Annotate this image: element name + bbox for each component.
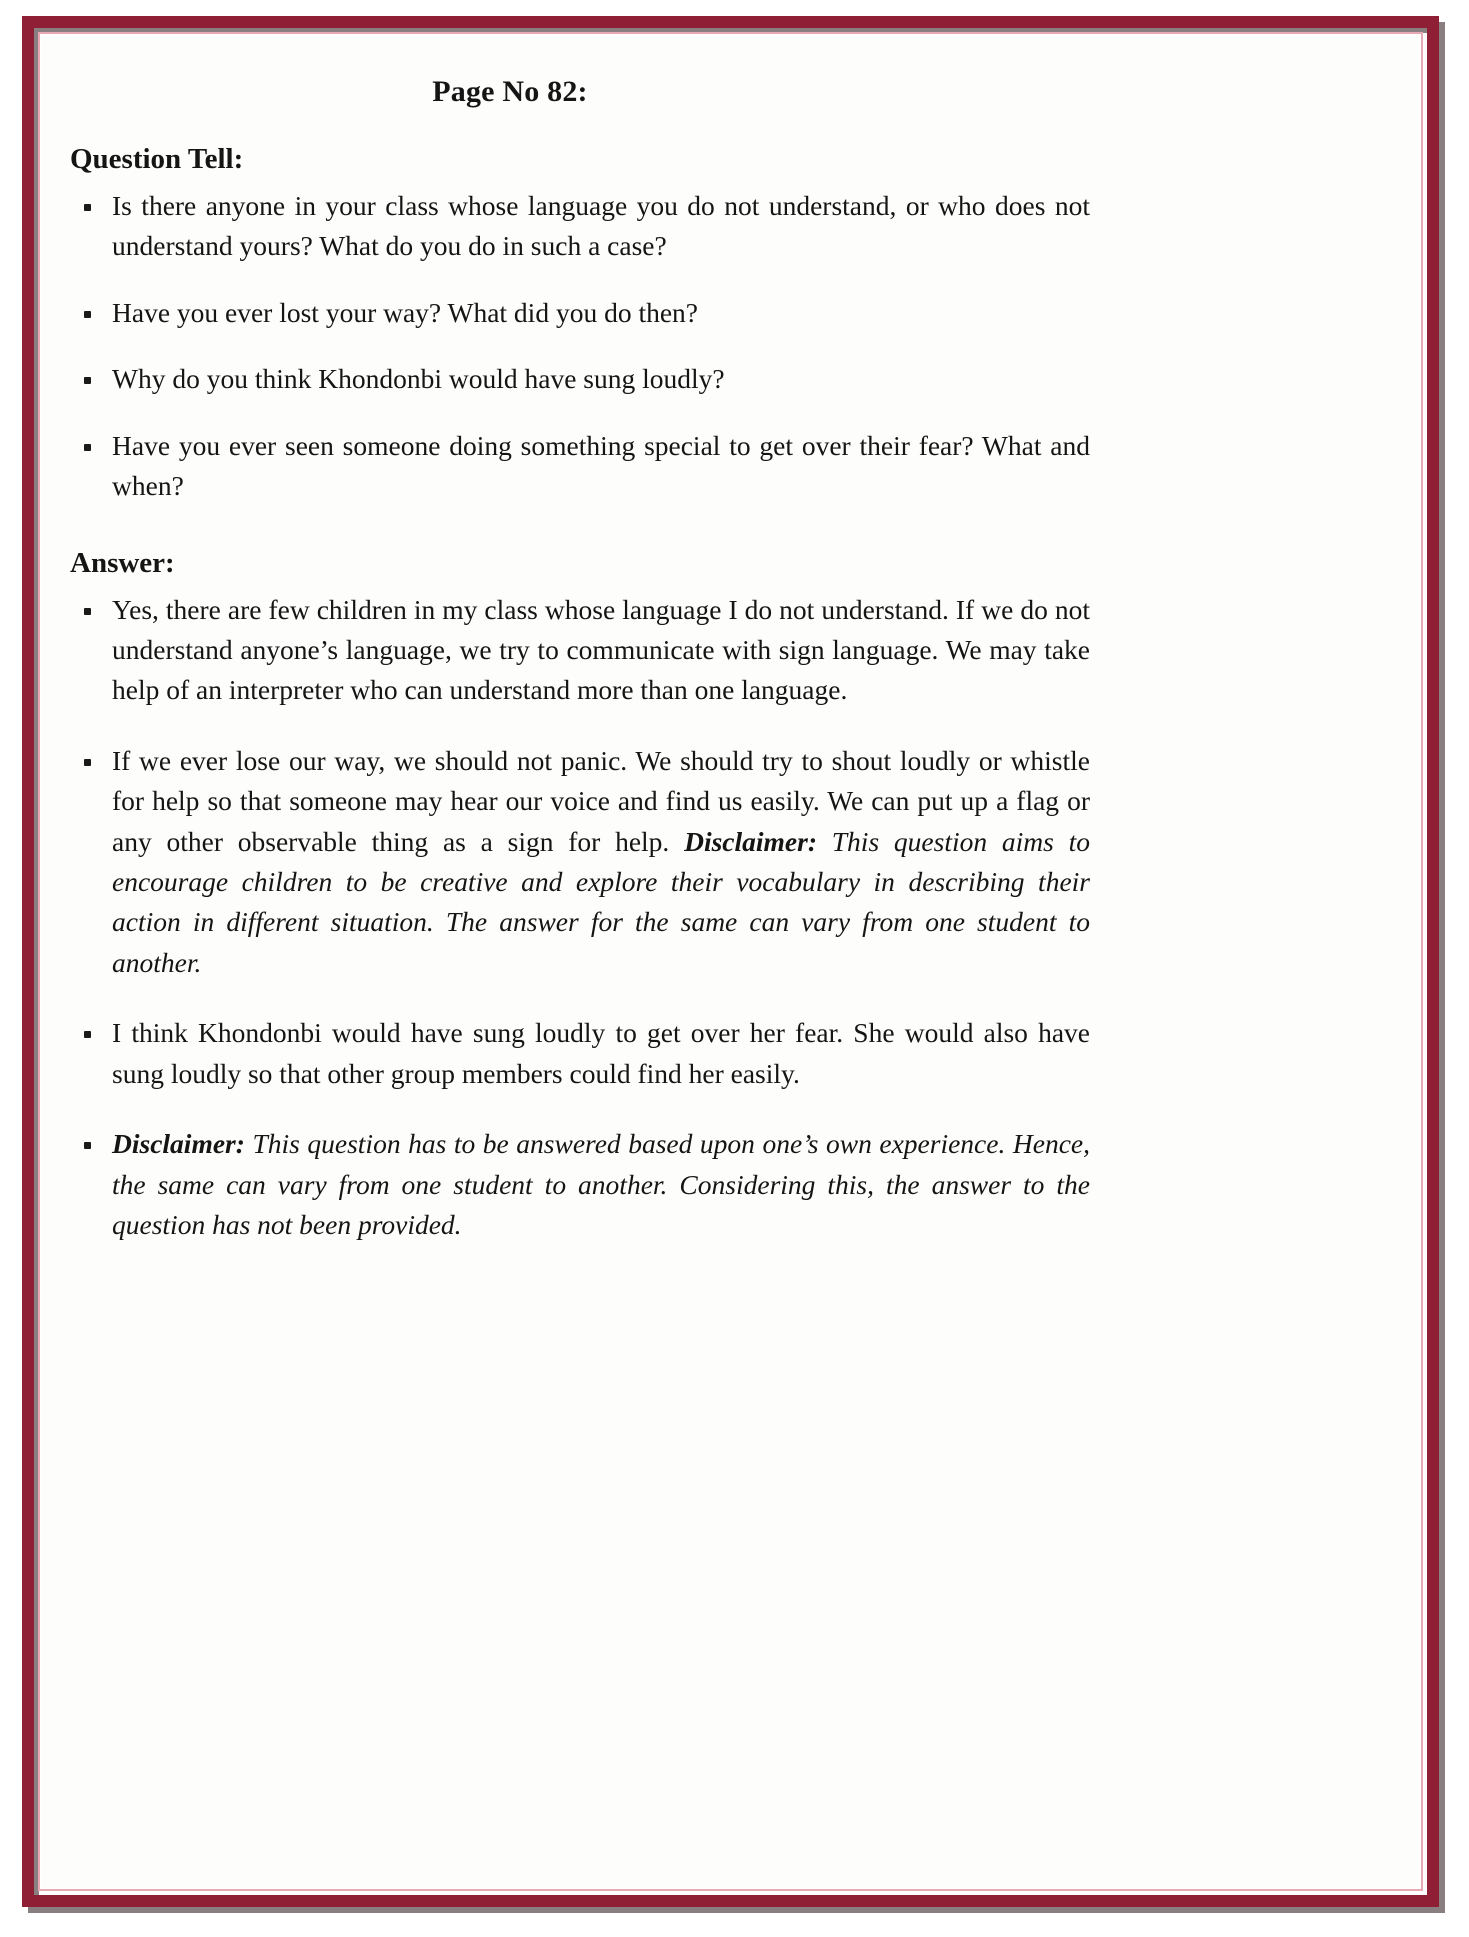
question-text: Why do you think Khondonbi would have sung loudly? (112, 363, 725, 395)
answer-list-item (70, 1124, 1090, 1245)
question-list (70, 186, 1090, 507)
answer-section-heading: Answer: (70, 546, 175, 579)
answer-list-item (70, 1013, 1090, 1094)
document-content (70, 75, 1090, 1275)
question-text: Is there anyone in your class whose language you do not understand, or who does not understand yours? What do you do in such a case? (112, 190, 1090, 262)
disclaimer-text: This question aims to encourage children to be creative and explore their vocabulary in describing their action in different situation. The answer for the same can vary from one student to another. (112, 825, 1090, 978)
question-section-heading: Question Tell: (70, 143, 244, 175)
page-title: Page No 82: (432, 75, 588, 108)
question-text: Have you ever lost your way? What did you do then? (112, 296, 698, 328)
answer-text: If we ever lose our way, we should not panic. We should try to shout loudly or whistle for help so that someone may hear our voice and find us easily. We can put up a flag or any other observable thing as a sign for help. (112, 744, 1090, 857)
disclaimer-text: This question has to be answered based upon one’s own experience. Hence, the same can vary from one student to another. Considering this, the answer to the question has not been provided. (112, 1128, 1090, 1241)
answer-list-item (70, 741, 1090, 984)
question-list-item (70, 293, 1090, 333)
answer-list-item (70, 590, 1090, 711)
question-list-item (70, 186, 1090, 267)
answer-text: I think Khondonbi would have sung loudly to get over her fear. She would also have sung loudly so that other group members could find her easily. (112, 1017, 1090, 1089)
question-list-item (70, 426, 1090, 507)
disclaimer-label: Disclaimer: (112, 1128, 245, 1160)
question-text: Have you ever seen someone doing something special to get over their fear? What and when? (112, 429, 1090, 502)
question-list-item (70, 359, 1090, 399)
answer-list (70, 590, 1090, 1246)
disclaimer-label: Disclaimer: (684, 825, 817, 857)
answer-text: Yes, there are few children in my class whose language I do not understand. If we do not understand anyone’s language, we try to communicate with sign language. We may take help of an interpreter who can understand more than one language. (112, 593, 1090, 706)
